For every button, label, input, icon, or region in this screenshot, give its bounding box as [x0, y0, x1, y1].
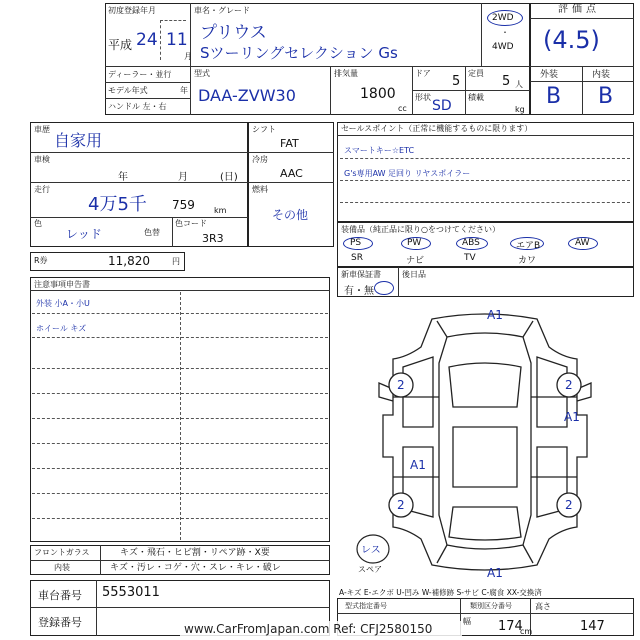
type-label: 型式	[194, 69, 210, 78]
ext-label: 外装	[540, 70, 559, 80]
equip-pw: PW	[407, 238, 422, 248]
fuel-label: 燃料	[252, 185, 268, 194]
equip-navi: ナビ	[406, 256, 425, 266]
notes-line-1: 外装 小A・小U	[36, 299, 90, 308]
damage-mark-wheel-fl: 2	[397, 378, 405, 392]
reg-month: 11	[166, 30, 188, 50]
equip-airbag: エアB	[516, 241, 541, 251]
fuel-value: その他	[272, 208, 309, 222]
car-diagram	[337, 297, 634, 587]
car-grade: Sツーリングセレクション Gs	[200, 44, 398, 62]
notes-header: 注意事項申告書	[34, 280, 90, 289]
drive-2wd: 2WD	[492, 13, 514, 23]
notes-line-2: ホイール キズ	[36, 324, 87, 333]
warranty-value: 有・無	[344, 286, 374, 297]
chassis-label: 車台番号	[38, 589, 82, 602]
width-label: 幅	[463, 617, 471, 626]
color-label: 色	[34, 219, 42, 228]
damage-legend: A-キズ E-エクボ U-凹み W-補修跡 S-サビ C-腐食 XX-交換済	[339, 588, 542, 597]
load-label: 積載	[468, 93, 484, 102]
spare-label: スペア	[358, 565, 382, 574]
sales-header: セールスポイント（正常に機能するものに限ります）	[341, 124, 533, 133]
watermark: www.CarFromJapan.com Ref: CFJ2580150	[184, 622, 433, 636]
reg-label: 登録番号	[38, 616, 82, 629]
damage-mark-wheel-fr: 2	[565, 378, 573, 392]
capacity-unit: 人	[515, 80, 523, 89]
equip-tv: TV	[464, 253, 476, 263]
load-unit: kg	[515, 105, 525, 114]
height-label: 高さ	[535, 602, 551, 611]
spec-label-2: 類別区分番号	[470, 602, 512, 610]
car-name-label: 車名・グレード	[194, 6, 250, 15]
color-value: レッド	[66, 227, 102, 241]
recycle-unit: 円	[172, 257, 180, 266]
ac-label: 冷房	[252, 155, 268, 164]
int-label: 内装	[592, 70, 611, 80]
score-label: 評価点	[558, 4, 600, 15]
color-change-label: 色替	[144, 228, 160, 237]
damage-mark-rear: A1	[487, 566, 503, 580]
recycle-value: 11,820	[108, 254, 150, 268]
doors: 5	[452, 74, 461, 89]
car-name: プリウス	[200, 23, 267, 43]
recycle-label: R券	[34, 256, 48, 265]
spec-label-1: 型式指定番号	[345, 602, 387, 610]
model-year-unit: 年	[180, 86, 188, 95]
reg-year: 24	[136, 30, 158, 50]
inspection-month: 月	[178, 172, 188, 183]
equip-aw: AW	[575, 238, 590, 248]
capacity: 5	[502, 74, 511, 89]
front-glass-label: フロントガラス	[34, 548, 90, 557]
score-value: (4.5)	[543, 26, 600, 54]
dealer-label: ディーラー・並行	[108, 70, 172, 79]
ac-value: AAC	[280, 167, 303, 180]
displacement-unit: cc	[398, 104, 407, 113]
width-unit: cm	[520, 627, 533, 636]
ext-grade: B	[546, 84, 562, 109]
history-label: 車歴	[34, 125, 50, 134]
spare-value: レス	[361, 545, 381, 556]
handle-label: ハンドル 左・右	[108, 102, 167, 111]
inspection-day: (日)	[220, 172, 238, 183]
interior-label: 内装	[54, 563, 70, 572]
door-label: ドア	[415, 69, 431, 78]
height-value: 147	[580, 619, 605, 634]
capacity-label: 定員	[468, 69, 484, 78]
mileage-sub: 759	[172, 198, 195, 212]
equip-sr: SR	[351, 253, 363, 263]
drive-4wd: 4WD	[492, 42, 514, 52]
warranty-label: 新車保証書	[341, 270, 381, 279]
equip-leather: カワ	[518, 256, 537, 266]
equip-abs: ABS	[462, 238, 480, 248]
damage-mark-wheel-rl: 2	[397, 498, 405, 512]
displacement: 1800	[360, 86, 396, 102]
drive-sep: ・	[501, 28, 509, 37]
equipment-header: 装備品（純正品に限り○をつけてください）	[341, 225, 500, 234]
sales-line-2: G's専用AW 足回り リヤスポイラー	[344, 169, 471, 178]
interior-legend: キズ・汚レ・コゲ・穴・スレ・キレ・破レ	[110, 563, 281, 573]
width-value: 174	[498, 619, 523, 634]
equip-ps: PS	[350, 238, 362, 248]
int-grade: B	[598, 84, 614, 109]
color-code-label: 色コード	[175, 219, 207, 228]
model-code: DAA-ZVW30	[198, 86, 296, 105]
model-year-label: モデル年式	[108, 86, 148, 95]
mileage-value: 4万5千	[88, 194, 147, 215]
damage-mark-right-side: A1	[564, 410, 580, 424]
warranty-circle	[374, 281, 394, 295]
front-glass-legend: キズ・飛石・ヒビ割・リペア跡・X要	[120, 548, 270, 558]
chassis-value: 5553011	[102, 585, 160, 600]
shift-label: シフト	[252, 125, 276, 134]
inspection-year: 年	[118, 172, 128, 183]
sales-line-1: スマートキー☆ETC	[344, 146, 415, 155]
color-code: 3R3	[202, 232, 224, 245]
mileage-label: 走行	[34, 185, 50, 194]
first-reg-label: 初度登録年月	[108, 6, 156, 15]
damage-mark-left-side: A1	[410, 458, 426, 472]
displacement-label: 排気量	[334, 69, 358, 78]
month-unit: 月	[184, 52, 192, 61]
era: 平成	[108, 38, 133, 52]
damage-mark-front: A1	[487, 308, 503, 322]
shape: SD	[432, 98, 452, 114]
inspection-label: 車検	[34, 155, 50, 164]
book-value: 後日品	[402, 270, 426, 279]
history-value: 自家用	[54, 131, 103, 150]
shift-value: FAT	[280, 137, 299, 150]
shape-label: 形状	[415, 93, 431, 102]
mileage-unit: km	[214, 206, 227, 215]
damage-mark-wheel-rr: 2	[565, 498, 573, 512]
